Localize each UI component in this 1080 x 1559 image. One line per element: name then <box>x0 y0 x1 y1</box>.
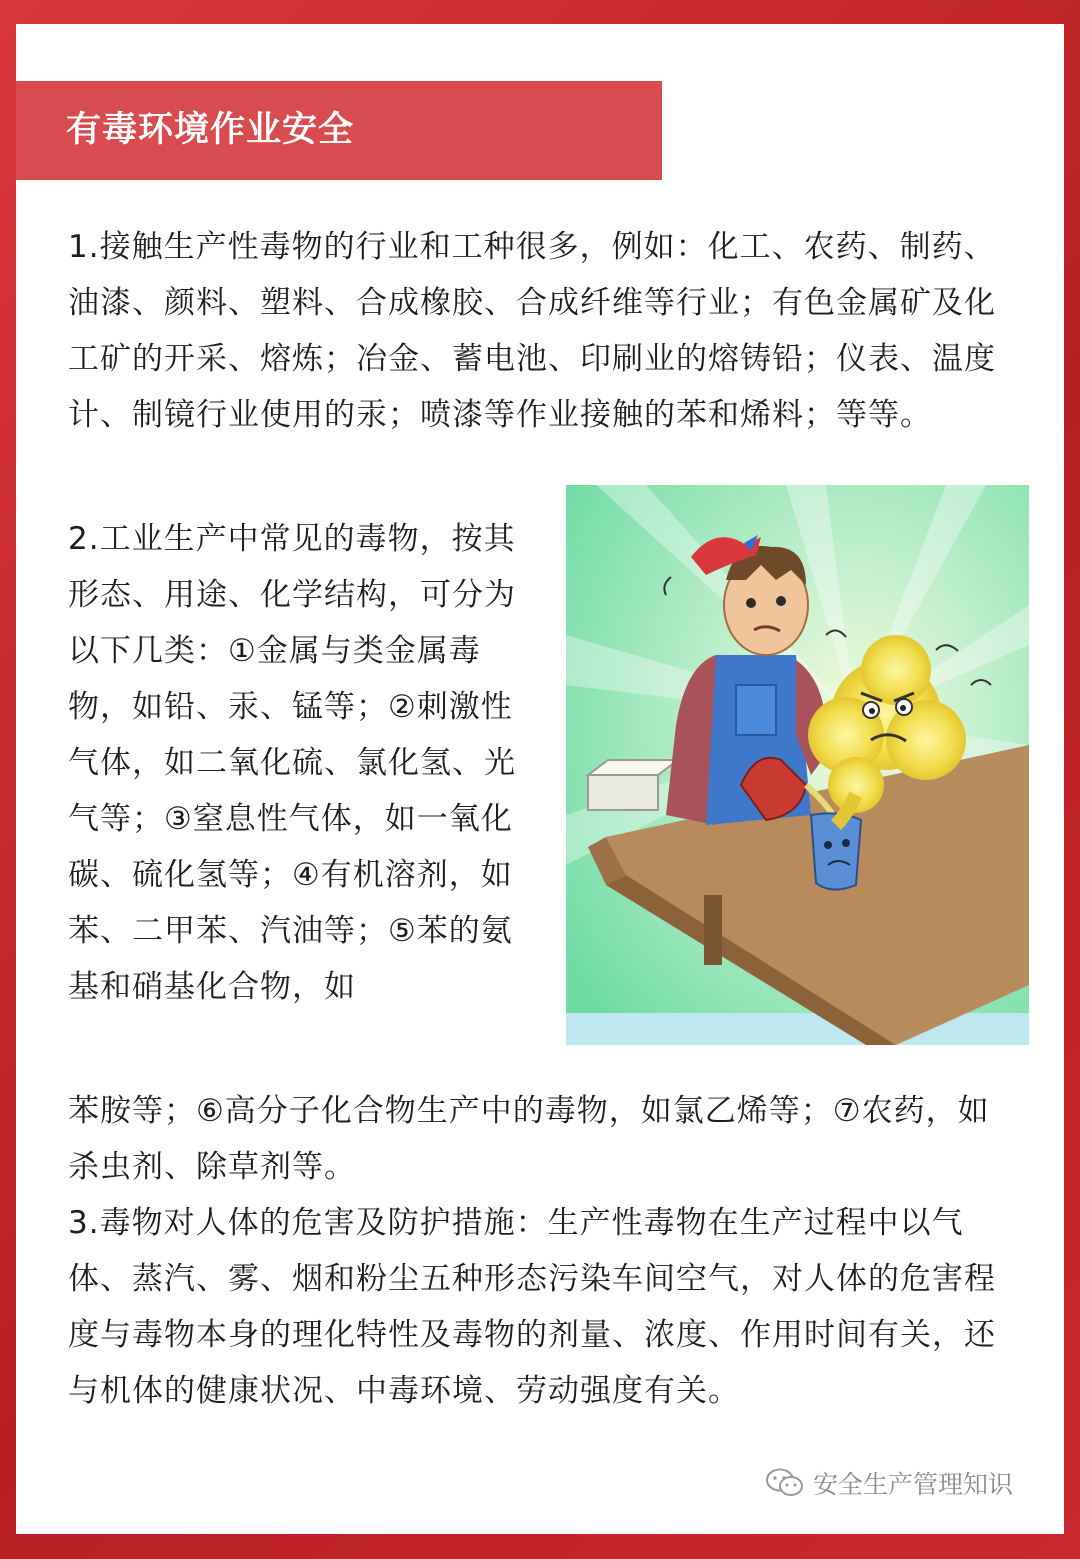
worker-toxic-fumes-illustration <box>566 485 1029 1045</box>
paragraph-2-part-2: 苯胺等；⑥高分子化合物生产中的毒物，如氯乙烯等；⑦农药，如杀虫剂、除草剂等。 <box>68 1093 990 1185</box>
page-title: 有毒环境作业安全 <box>66 110 355 150</box>
paragraph-2-part-1: 2.工业生产中常见的毒物，按其形态、用途、化学结构，可分为以下几类：①金属与类金属毒物，如铅、汞、锰等；②刺激性气体，如二氧化硫、氯化氢、光气等；③窒息性气体，如一氧化碳、硫化氢等；④有机溶剂，如苯、二甲苯、汽油等；⑤苯的氨基和硝基化合物，如 <box>68 521 516 1005</box>
content-card <box>16 24 1064 1534</box>
paragraph-1: 1.接触生产性毒物的行业和工种很多，例如：化工、农药、制药、油漆、颜料、塑料、合成橡胶、合成纤维等行业；有色金属矿及化工矿的开采、熔炼；冶金、蓄电池、印刷业的熔铸铅；仪表、温度计、制镜行业使用的汞；喷漆等作业接触的苯和烯料；等等。 <box>68 229 996 433</box>
title-banner <box>16 81 662 180</box>
paragraph-3: 3.毒物对人体的危害及防护措施：生产性毒物在生产过程中以气体、蒸汽、雾、烟和粉尘五种形态污染车间空气，对人体的危害程度与毒物本身的理化特性及毒物的剂量、浓度、作用时间有关，还与机体的健康状况、中毒环境、劳动强度有关。 <box>68 1205 996 1409</box>
watermark <box>765 1463 1013 1503</box>
wechat-icon <box>765 1467 805 1499</box>
watermark-text: 安全生产管理知识 <box>813 1470 1014 1499</box>
